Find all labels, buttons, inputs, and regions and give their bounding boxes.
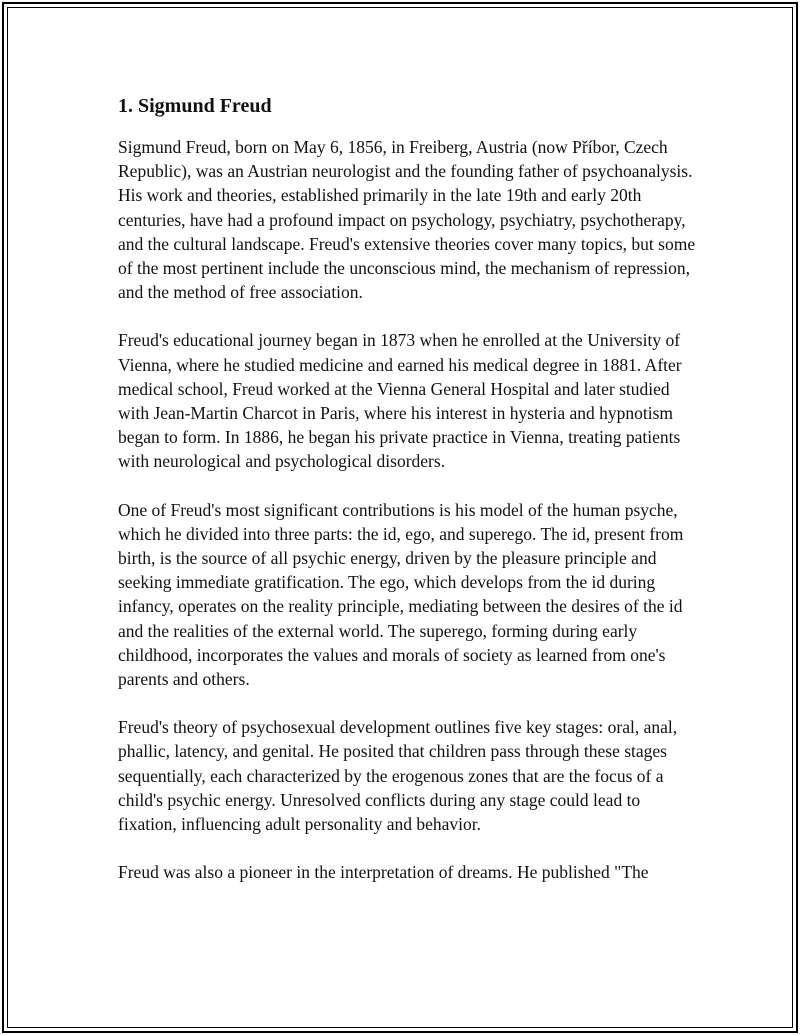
paragraph-education: Freud's educational journey began in 1873 when he enrolled at the University of Vienna, where he studied medicine and earned his medical degree in 1881. After medical school, Freud worked at the Vienna General Hospital and later studied with Jean-Martin Charcot in Paris, where his interest in hysteria and hypnotism began to form. In 1886, he began his private practice in Vienna, treating patients with neurological and psychological disorders. (118, 330, 682, 472)
paragraph-psychosexual-development: Freud's theory of psychosexual development outlines five key stages: oral, anal, phallic, latency, and genital. He posited that children pass through these stages sequentially, each characterized by the erogenous zones that are the focus of a child's psychic energy. Unresolved conflicts during any stage could lead to fixation, influencing adult personality and behavior. (118, 717, 678, 835)
document-body (118, 94, 698, 908)
paragraph-psyche-model: One of Freud's most significant contributions is his model of the human psyche, which he divided into three parts: the id, ego, and superego. The id, present from birth, is the source of all psychic energy, driven by the pleasure principle and seeking immediate gratification. The ego, which develops from the id during infancy, operates on the reality principle, mediating between the desires of the id and the realities of the external world. The superego, forming during early childhood, incorporates the values and morals of society as learned from one's parents and others. (118, 499, 684, 690)
section-heading: 1. Sigmund Freud (118, 95, 272, 117)
paragraph-dream-interpretation: Freud was also a pioneer in the interpretation of dreams. He published "The (118, 862, 649, 883)
paragraph-biography: Sigmund Freud, born on May 6, 1856, in Freiberg, Austria (now Příbor, Czech Republic), was an Austrian neurologist and the founding father of psychoanalysis. His work and theories, established primarily in the late 19th and early 20th centuries, have had a profound impact on psychology, psychiatry, psychotherapy, and the cultural landscape. Freud's extensive theories cover many topics, but some of the most pertinent include the unconscious mind, the mechanism of repression, and the method of free association. (118, 137, 696, 303)
